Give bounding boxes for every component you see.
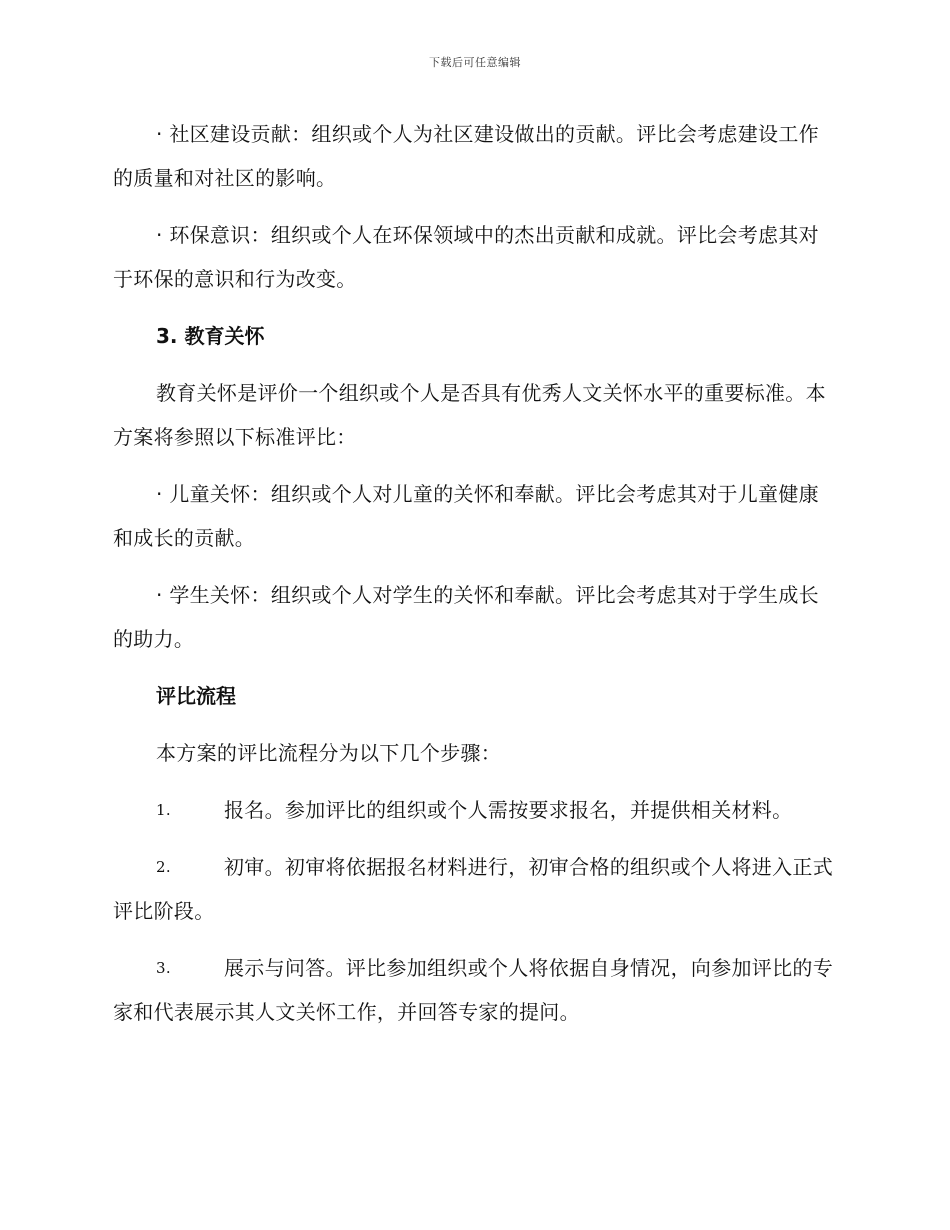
step-number: 3. (156, 959, 171, 977)
document-body (113, 112, 833, 1047)
education-intro: 教育关怀是评价一个组织或个人是否具有优秀人文关怀水平的重要标准。本方案将参照以下标准评比： (113, 381, 826, 449)
section-heading-process: 评比流程 (156, 684, 236, 708)
bullet-children-care: · 儿童关怀：组织或个人对儿童的关怀和奉献。评比会考虑其对于儿童健康和成长的贡献。 (113, 482, 819, 550)
process-step-2 (113, 845, 833, 933)
step-text: 展示与问答。评比参加组织或个人将依据自身情况，向参加评比的专家和代表展示其人文关怀工作，并回答专家的提问。 (113, 956, 833, 1024)
bullet-students-care: · 学生关怀：组织或个人对学生的关怀和奉献。评比会考虑其对于学生成长的助力。 (113, 583, 819, 651)
step-text: 报名。参加评比的组织或个人需按要求报名，并提供相关材料。 (224, 798, 793, 822)
step-number: 1. (156, 801, 171, 819)
process-step-3 (113, 946, 833, 1034)
header-note: 下载后可任意编辑 (429, 56, 521, 69)
step-text: 初审。初审将依据报名材料进行，初审合格的组织或个人将进入正式评比阶段。 (113, 855, 833, 923)
step-number: 2. (156, 858, 171, 876)
process-intro: 本方案的评比流程分为以下几个步骤： (156, 741, 502, 765)
bullet-environment-awareness: · 环保意识：组织或个人在环保领域中的杰出贡献和成就。评比会考虑其对于环保的意识和行为改变。 (113, 223, 819, 291)
process-step-1 (113, 788, 833, 832)
section-heading-education: 3. 教育关怀 (156, 324, 265, 348)
bullet-community-contribution: · 社区建设贡献：组织或个人为社区建设做出的贡献。评比会考虑建设工作的质量和对社区的影响。 (113, 122, 819, 190)
